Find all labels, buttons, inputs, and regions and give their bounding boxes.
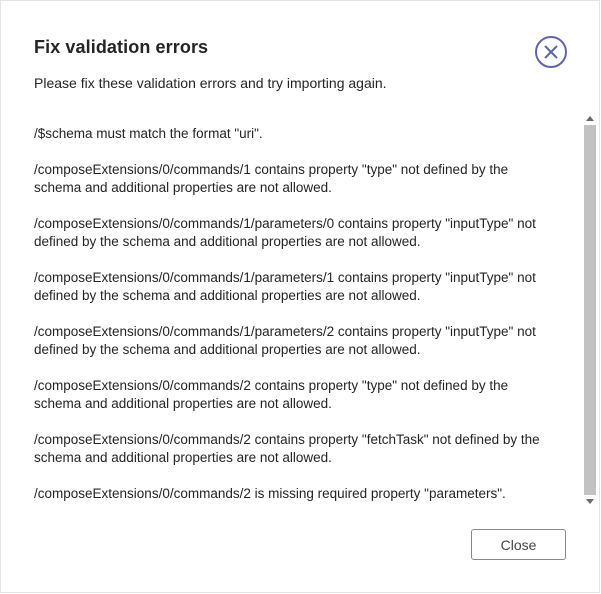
error-item: /composeExtensions/0/commands/2 contains property "fetchTask" not defined by the schema and additional properties are not allowed. — [34, 432, 544, 465]
scrollbar-thumb[interactable] — [584, 125, 596, 495]
error-item: /composeExtensions/0/commands/1/parameters/1 contains property "inputType" not defined by the schema and additional properties are not allowed. — [34, 270, 540, 303]
error-item: /composeExtensions/0/commands/1/parameters/0 contains property "inputType" not defined by the schema and additional properties are not allowed. — [34, 216, 540, 249]
error-item: /$schema must match the format "uri". — [34, 126, 263, 141]
errors-scroll-area[interactable] — [34, 113, 576, 507]
error-item: /composeExtensions/0/commands/2 contains property "type" not defined by the schema and additional properties are not allowed. — [34, 378, 512, 411]
scroll-up-arrow-icon[interactable] — [586, 116, 594, 121]
vertical-scrollbar[interactable] — [583, 111, 597, 509]
dialog-subtitle: Please fix these validation errors and try importing again. — [34, 75, 387, 91]
error-item: /composeExtensions/0/commands/2 is missing required property "parameters". — [34, 486, 506, 501]
dialog-title: Fix validation errors — [34, 37, 209, 57]
error-item: /composeExtensions/0/commands/1 contains property "type" not defined by the schema and additional properties are not allowed. — [34, 162, 512, 195]
scroll-down-arrow-icon[interactable] — [586, 499, 594, 504]
close-icon[interactable] — [534, 35, 568, 69]
close-button[interactable]: Close — [471, 529, 566, 560]
error-item: /composeExtensions/0/commands/1/parameters/2 contains property "inputType" not defined by the schema and additional properties are not allowed. — [34, 324, 540, 357]
errors-list — [34, 113, 554, 503]
